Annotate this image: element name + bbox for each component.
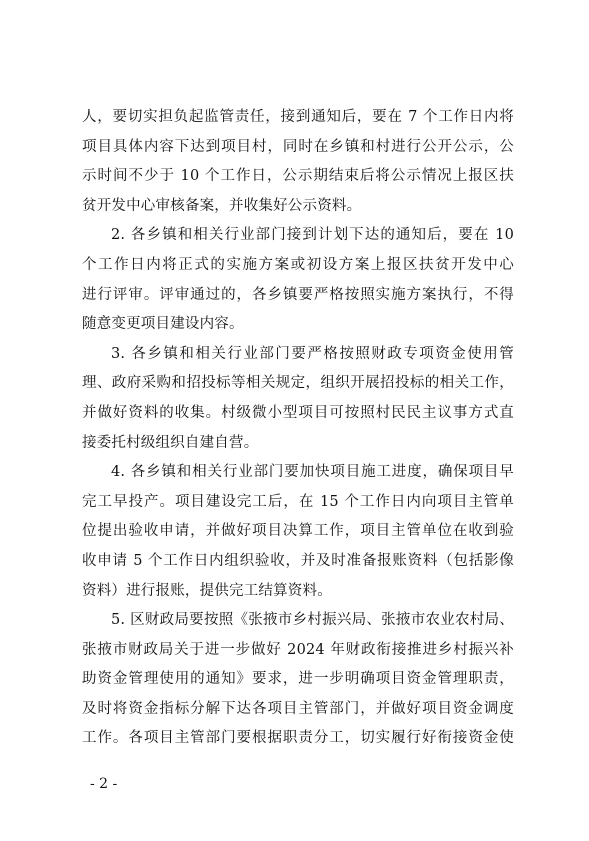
text-line: 随意变更项目建设内容。 (82, 316, 244, 333)
text-line: 资料）进行报账，提供完工结算资料。 (82, 582, 332, 599)
paragraph-4 (82, 458, 514, 606)
text-line: 接委托村级组织自建自营。 (82, 434, 259, 451)
text-line: 5. 区财政局要按照《张掖市乡村振兴局、张掖市农业农村局、 (111, 612, 514, 629)
paragraph-2 (82, 221, 514, 339)
text-line: 示时间不少于 10 个工作日，公示期结束后将公示情况上报区扶 (82, 168, 514, 185)
text-line: 2. 各乡镇和相关行业部门接到计划下达的通知后，要在 10 (111, 227, 514, 244)
text-line: 助资金管理使用的通知》要求，进一步明确项目资金管理职责， (82, 671, 514, 688)
paragraph-3 (82, 340, 514, 458)
text-line: 收申请 5 个工作日内组织验收，并及时准备报账资料（包括影像 (82, 552, 514, 569)
text-line: 进行评审。评审通过的，各乡镇要严格按照实施方案执行，不得 (82, 286, 514, 303)
text-line: 项目具体内容下达到项目村，同时在乡镇和村进行公开公示，公 (82, 138, 514, 155)
text-line: 完工早投产。项目建设完工后，在 15 个工作日内向项目主管单 (82, 493, 514, 510)
document-body (82, 103, 514, 754)
text-line: 位提出验收申请，并做好项目决算工作，项目主管单位在收到验 (82, 523, 514, 540)
text-line: 贫开发中心审核备案，并收集好公示资料。 (82, 197, 362, 214)
text-line: 及时将资金指标分解下达各项目主管部门，并做好项目资金调度 (82, 700, 514, 717)
text-line: 3. 各乡镇和相关行业部门要严格按照财政专项资金使用管 (111, 345, 514, 362)
text-line: 工作。各项目主管部门要根据职责分工，切实履行好衔接资金使 (82, 730, 514, 747)
text-line: 人，要切实担负起监管责任，接到通知后，要在 7 个工作日内将 (82, 109, 514, 125)
page-number: - 2 - (90, 776, 118, 792)
paragraph-5 (82, 606, 514, 754)
paragraph-1 (82, 103, 514, 221)
text-line: 个工作日内将正式的实施方案或初设方案上报区扶贫开发中心 (82, 256, 514, 273)
text-line: 张掖市财政局关于进一步做好 2024 年财政衔接推进乡村振兴补 (82, 641, 514, 658)
text-line: 理、政府采购和招投标等相关规定，组织开展招投标的相关工作， (82, 375, 514, 392)
text-line: 并做好资料的收集。村级微小型项目可按照村民民主议事方式直 (82, 404, 514, 421)
text-line: 4. 各乡镇和相关行业部门要加快项目施工进度，确保项目早 (111, 464, 514, 481)
